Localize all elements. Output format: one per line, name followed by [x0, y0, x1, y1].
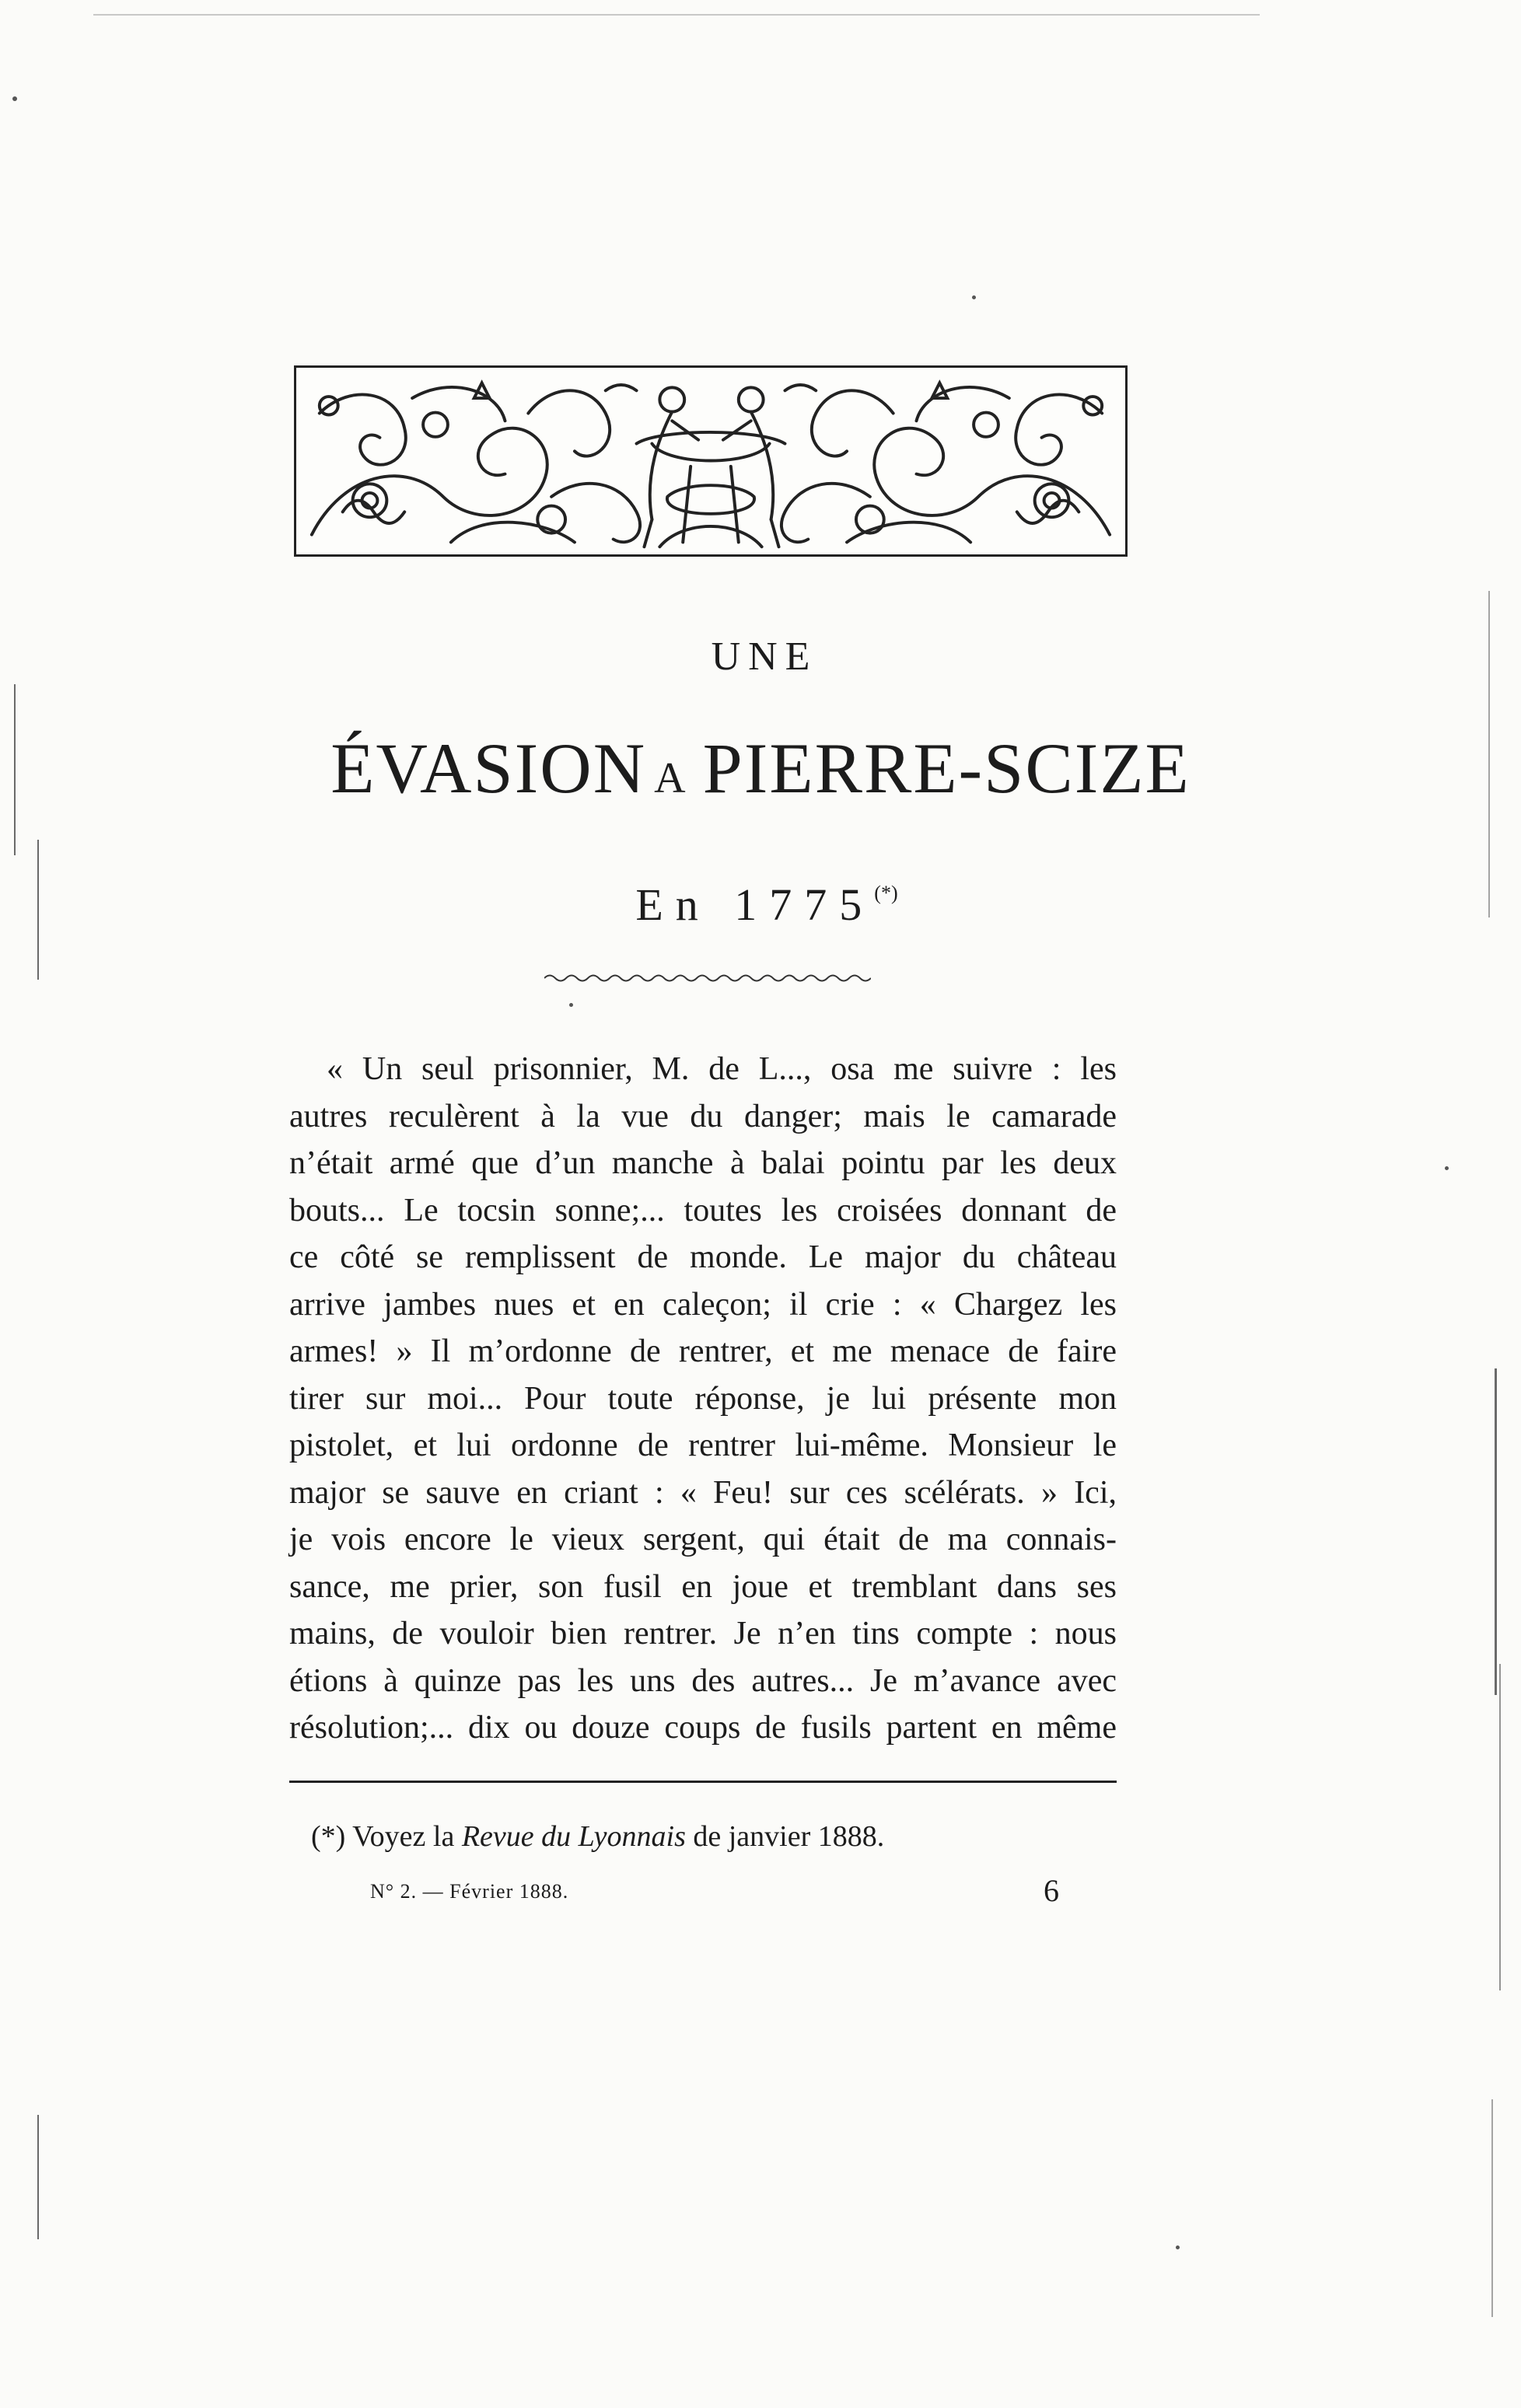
text-line: mains, de vouloir bien rentrer. Je n’en tins compte : nous: [289, 1616, 1117, 1651]
text-line: n’était armé que d’un manche à balai pointu par les deux: [289, 1145, 1117, 1181]
text-line: ce côté se remplissent de monde. Le major du château: [289, 1239, 1117, 1275]
scan-edge-right: [1499, 1664, 1501, 1990]
page-title: [0, 727, 1521, 809]
footnote-text-before: Voyez la: [352, 1820, 455, 1853]
heading-une: UNE: [711, 634, 818, 679]
scan-edge-top: [93, 14, 1260, 16]
footnote-text-after: de janvier 1888.: [693, 1820, 885, 1853]
year-label: En 1775: [635, 879, 875, 930]
scan-speck: [1445, 1166, 1449, 1170]
text-line: sance, me prier, son fusil en joue et tremblant dans ses: [289, 1568, 1117, 1605]
footnote-journal-title: Revue du Lyonnais: [461, 1820, 686, 1853]
year-footnote-marker: (*): [874, 882, 898, 904]
scan-speck: [1176, 2245, 1180, 2249]
text-line: résolution;... dix ou douze coups de fusils partent en même: [289, 1710, 1117, 1746]
title-part-pierre-scize: PIERRE-SCIZE: [702, 729, 1191, 808]
scan-speck: [972, 295, 976, 299]
wavy-divider-icon: [544, 972, 871, 984]
issue-folio: N° 2. — Février 1888.: [370, 1880, 569, 1903]
text-line: arrive jambes nues et en caleçon; il crie : « Chargez les: [289, 1286, 1117, 1323]
scan-edge-right: [1491, 2099, 1493, 2317]
text-line: étions à quinze pas les uns des autres... Je m’avance avec: [289, 1662, 1117, 1699]
text-line: autres reculèrent à la vue du danger; mais le camarade: [289, 1098, 1117, 1134]
text-line: armes! » Il m’ordonne de rentrer, et me menace de faire: [289, 1333, 1117, 1369]
text-line: je vois encore le vieux sergent, qui était de ma connais-: [289, 1522, 1117, 1557]
title-part-a: A: [654, 754, 689, 802]
ornament-scrollwork-icon: [296, 368, 1125, 554]
page-number: 6: [1044, 1873, 1059, 1908]
text-line: bouts... Le tocsin sonne;... toutes les croisées donnant de: [289, 1192, 1117, 1228]
text-line: tirer sur moi... Pour toute réponse, je lui présente mon: [289, 1380, 1117, 1417]
subtitle-year: [0, 879, 1521, 931]
footnote-divider: [289, 1781, 1117, 1783]
footnote: [311, 1819, 884, 1854]
scan-speck: [569, 1003, 573, 1007]
text-line: « Un seul prisonnier, M. de L..., osa me suivre : les: [327, 1051, 1117, 1087]
title-part-evasion: ÉVASION: [330, 729, 647, 808]
text-line: pistolet, et lui ordonne de rentrer lui-même. Monsieur le: [289, 1428, 1117, 1463]
footnote-marker: (*): [311, 1820, 346, 1853]
scan-edge-right: [1495, 1368, 1497, 1695]
ornamental-header-banner: [294, 365, 1128, 557]
scan-edge-left: [37, 2115, 39, 2239]
text-line: major se sauve en criant : « Feu! sur ces scélérats. » Ici,: [289, 1474, 1117, 1511]
scan-speck: [12, 96, 17, 101]
body-text: [289, 1046, 1117, 1752]
